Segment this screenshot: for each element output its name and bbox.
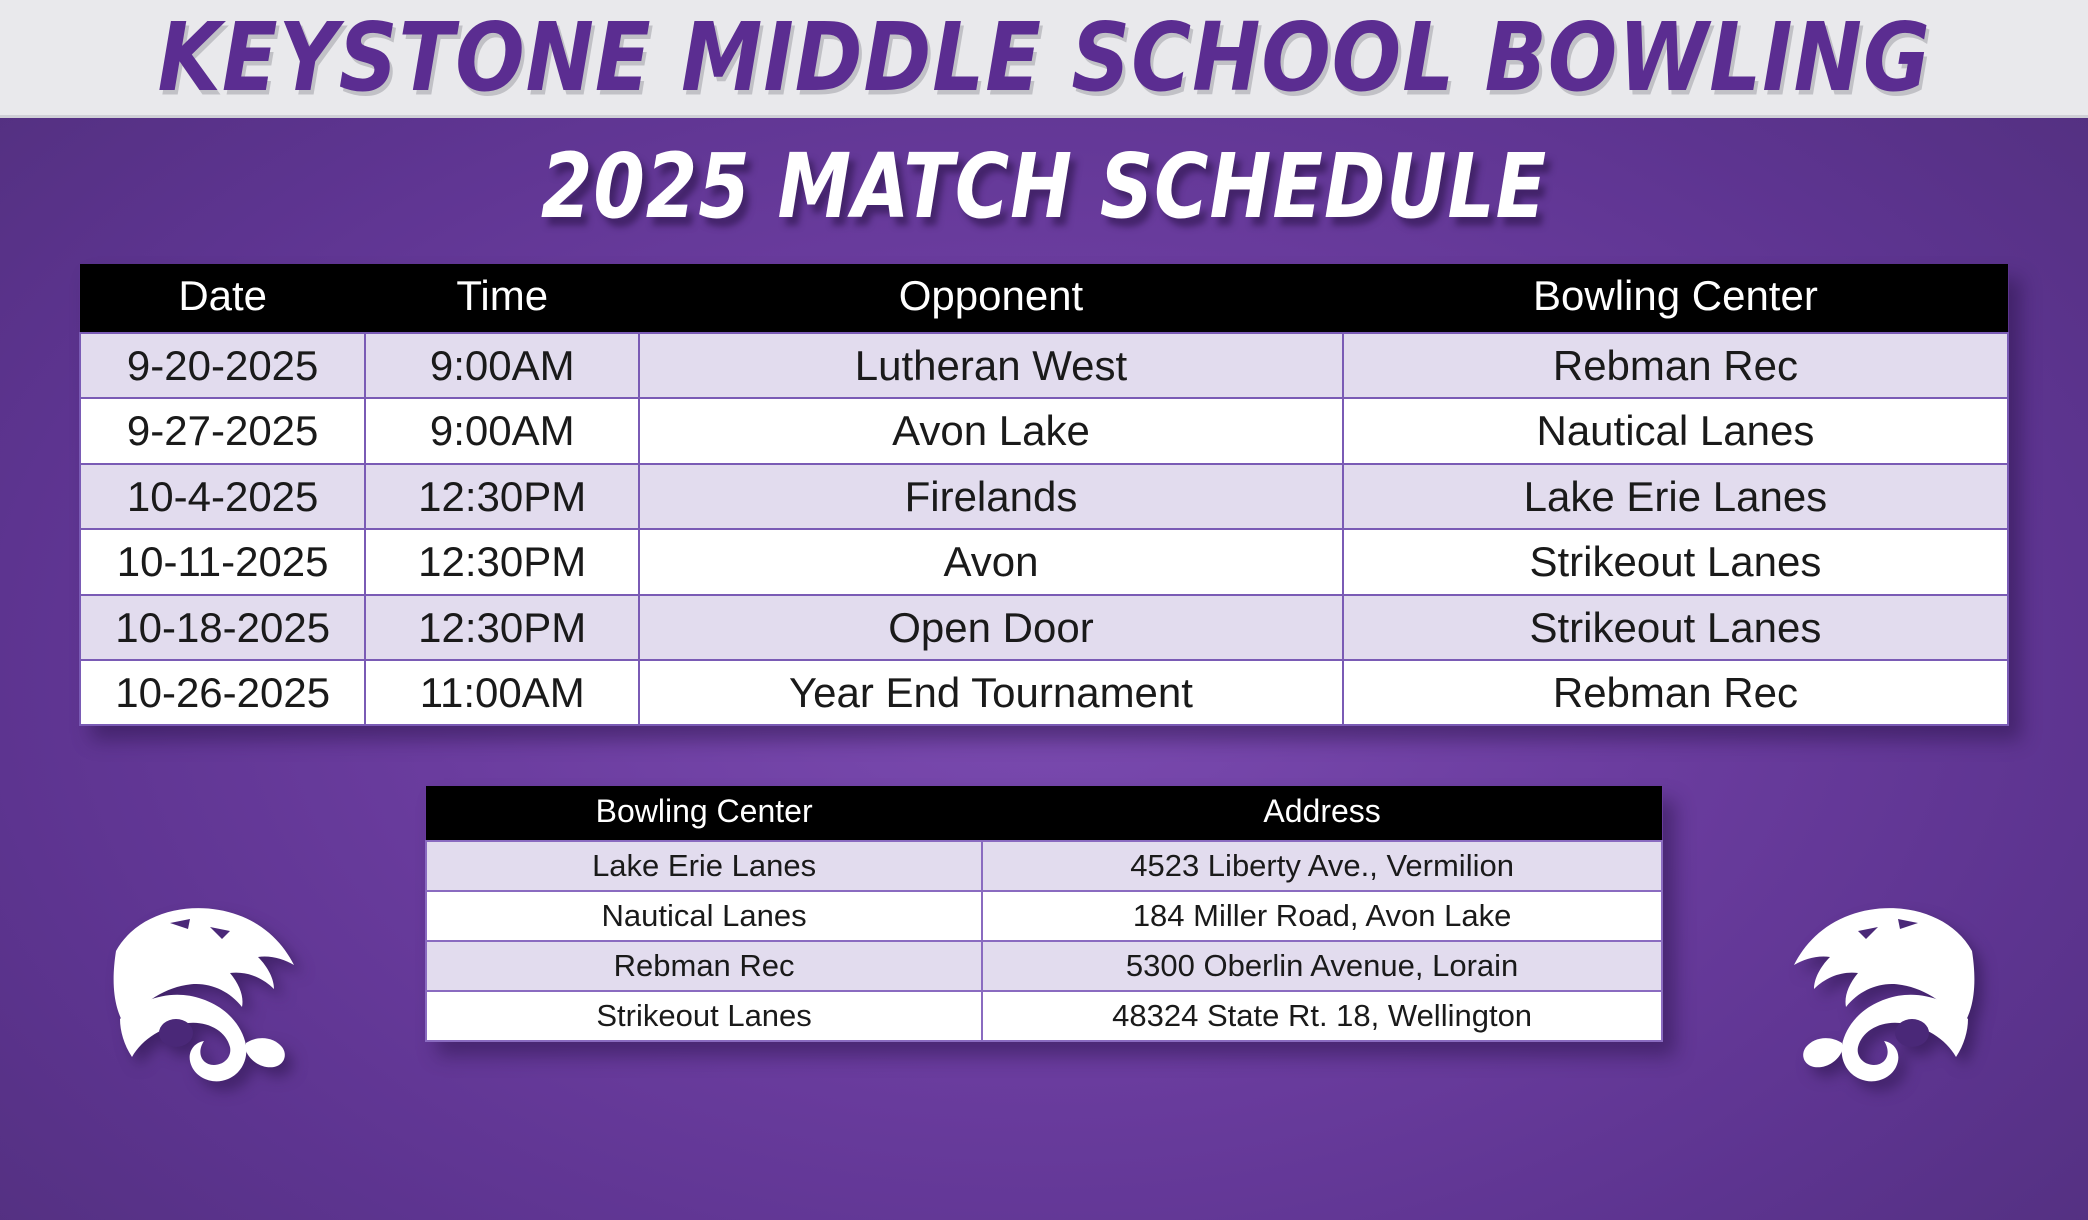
address-col-address: Address xyxy=(982,786,1662,841)
cell-date: 9-27-2025 xyxy=(80,398,365,463)
cell-time: 9:00AM xyxy=(365,333,639,398)
cell-address: 5300 Oberlin Avenue, Lorain xyxy=(982,941,1662,991)
cell-opponent: Open Door xyxy=(639,595,1343,660)
cell-opponent: Avon Lake xyxy=(639,398,1343,463)
table-row xyxy=(426,991,1662,1041)
cell-opponent: Year End Tournament xyxy=(639,660,1343,725)
cell-address: 184 Miller Road, Avon Lake xyxy=(982,891,1662,941)
cell-date: 10-4-2025 xyxy=(80,464,365,529)
cell-center-name: Lake Erie Lanes xyxy=(426,841,982,891)
cell-address: 48324 State Rt. 18, Wellington xyxy=(982,991,1662,1041)
schedule-col-center: Bowling Center xyxy=(1343,264,2008,333)
cell-time: 12:30PM xyxy=(365,529,639,594)
table-row xyxy=(426,941,1662,991)
schedule-table xyxy=(79,264,2009,726)
cell-address: 4523 Liberty Ave., Vermilion xyxy=(982,841,1662,891)
cell-date: 10-11-2025 xyxy=(80,529,365,594)
table-row xyxy=(80,464,2008,529)
subtitle-container xyxy=(0,135,2088,239)
cell-opponent: Firelands xyxy=(639,464,1343,529)
title-banner xyxy=(0,0,2088,118)
address-header-row xyxy=(426,786,1662,841)
page-subtitle: 2025 MATCH SCHEDULE xyxy=(540,135,1548,239)
cell-center-name: Strikeout Lanes xyxy=(426,991,982,1041)
wildcat-logo-left-icon xyxy=(98,893,328,1108)
cell-center: Nautical Lanes xyxy=(1343,398,2008,463)
cell-center: Lake Erie Lanes xyxy=(1343,464,2008,529)
table-row xyxy=(80,595,2008,660)
schedule-header-row xyxy=(80,264,2008,333)
cell-center: Strikeout Lanes xyxy=(1343,529,2008,594)
cell-opponent: Lutheran West xyxy=(639,333,1343,398)
table-row xyxy=(80,333,2008,398)
table-row xyxy=(80,529,2008,594)
cell-opponent: Avon xyxy=(639,529,1343,594)
cell-time: 12:30PM xyxy=(365,464,639,529)
schedule-col-opponent: Opponent xyxy=(639,264,1343,333)
cell-time: 9:00AM xyxy=(365,398,639,463)
cell-center: Rebman Rec xyxy=(1343,333,2008,398)
cell-date: 10-26-2025 xyxy=(80,660,365,725)
schedule-col-time: Time xyxy=(365,264,639,333)
schedule-table-container xyxy=(79,264,2009,726)
address-table-container xyxy=(425,786,1663,1042)
cell-date: 10-18-2025 xyxy=(80,595,365,660)
cell-date: 9-20-2025 xyxy=(80,333,365,398)
cell-center: Rebman Rec xyxy=(1343,660,2008,725)
cell-time: 11:00AM xyxy=(365,660,639,725)
schedule-col-date: Date xyxy=(80,264,365,333)
page-title: KEYSTONE MIDDLE SCHOOL BOWLING xyxy=(157,2,1931,113)
wildcat-logo-right-icon xyxy=(1760,893,1990,1108)
table-row xyxy=(426,891,1662,941)
cell-center-name: Nautical Lanes xyxy=(426,891,982,941)
table-row xyxy=(80,660,2008,725)
cell-center-name: Rebman Rec xyxy=(426,941,982,991)
table-row xyxy=(80,398,2008,463)
address-col-center: Bowling Center xyxy=(426,786,982,841)
cell-time: 12:30PM xyxy=(365,595,639,660)
cell-center: Strikeout Lanes xyxy=(1343,595,2008,660)
table-row xyxy=(426,841,1662,891)
address-table xyxy=(425,786,1663,1042)
